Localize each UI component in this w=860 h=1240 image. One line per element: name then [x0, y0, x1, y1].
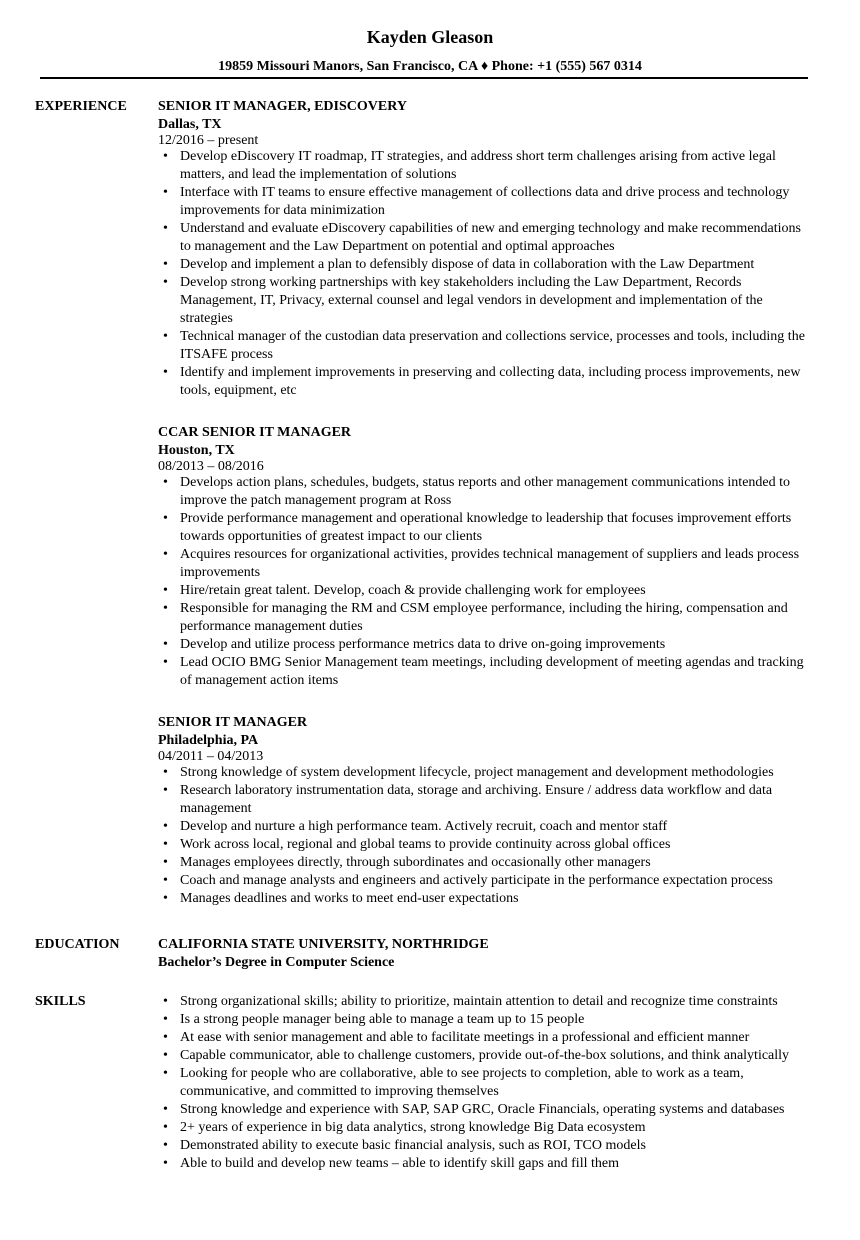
job-bullets [158, 148, 808, 400]
bullet-item: • Provide performance management and operational knowledge to leadership that focuses improvement efforts towards opportunities of greatest impact to our clients [158, 510, 808, 546]
bullet-item: • Hire/retain great talent. Develop, coach & provide challenging work for employees [158, 582, 808, 600]
bullet-item: • Develop and implement a plan to defensibly dispose of data in collaboration with the Law Department [158, 256, 808, 274]
section-label-education: EDUCATION [35, 937, 120, 952]
experience-section [0, 98, 860, 908]
education-section [0, 936, 860, 971]
job-dates: 08/2013 – 08/2016 [158, 459, 264, 474]
bullet-item: • Research laboratory instrumentation data, storage and archiving. Ensure / address data workflow and data management [158, 782, 808, 818]
bullet-item: • Develop and utilize process performance metrics data to drive on-going improvements [158, 636, 808, 654]
job-dates: 04/2011 – 04/2013 [158, 749, 264, 764]
job-bullets [158, 764, 808, 908]
skill-item: • Looking for people who are collaborative, able to see projects to completion, able to work as a team, communicative, and committed to improving themselves [158, 1065, 808, 1101]
skill-item: • Capable communicator, able to challenge customers, provide out-of-the-box solutions, and think analytically [158, 1047, 808, 1065]
job-entry [158, 98, 808, 400]
skills-section [0, 993, 860, 1173]
education-body [158, 936, 808, 971]
candidate-name: Kayden Gleason [366, 27, 494, 47]
job-title: SENIOR IT MANAGER [158, 715, 308, 730]
skill-item: • Able to build and develop new teams – able to identify skill gaps and fill them [158, 1155, 808, 1173]
bullet-item: • Lead OCIO BMG Senior Management team meetings, including development of meeting agendas and tracking of management action items [158, 654, 808, 690]
bullet-item: • Understand and evaluate eDiscovery capabilities of new and emerging technology and make recommendations to management and the Law Department on potential and optimal approaches [158, 220, 808, 256]
skills-body [158, 993, 808, 1173]
skill-item: • Strong knowledge and experience with SAP, SAP GRC, Oracle Financials, operating systems and databases [158, 1101, 808, 1119]
job-location: Dallas, TX [158, 117, 222, 132]
skill-item: • At ease with senior management and able to facilitate meetings in a professional and efficient manner [158, 1029, 808, 1047]
degree-name: Bachelor’s Degree in Computer Science [158, 955, 395, 970]
bullet-item: • Develops action plans, schedules, budgets, status reports and other management communications intended to improve the patch management program at Ross [158, 474, 808, 510]
job-entry [158, 714, 808, 908]
job-title: SENIOR IT MANAGER, EDISCOVERY [158, 99, 407, 114]
job-location: Philadelphia, PA [158, 733, 259, 748]
bullet-item: • Develop and nurture a high performance team. Actively recruit, coach and mentor staff [158, 818, 808, 836]
contact-line: 19859 Missouri Manors, San Francisco, CA ♦ Phone: +1 (555) 567 0314 [218, 59, 642, 74]
skill-item: • Strong organizational skills; ability to prioritize, maintain attention to detail and recognize time constraints [158, 993, 808, 1011]
job-location: Houston, TX [158, 443, 235, 458]
bullet-item: • Identify and implement improvements in preserving and collecting data, including process improvements, new tools, equipment, etc [158, 364, 808, 400]
section-label-experience: EXPERIENCE [35, 99, 127, 114]
job-entry [158, 424, 808, 690]
skills-list [158, 993, 808, 1173]
bullet-item: • Acquires resources for organizational activities, provides technical management of suppliers and leads process improvements [158, 546, 808, 582]
institution-name: CALIFORNIA STATE UNIVERSITY, NORTHRIDGE [158, 937, 489, 952]
bullet-item: • Strong knowledge of system development lifecycle, project management and development methodologies [158, 764, 808, 782]
bullet-item: • Technical manager of the custodian data preservation and collections service, processes and tools, including the ITSAFE process [158, 328, 808, 364]
job-title: CCAR SENIOR IT MANAGER [158, 425, 352, 440]
bullet-item: • Interface with IT teams to ensure effective management of collections data and drive process and technology improvements for data minimization [158, 184, 808, 220]
bullet-item: • Develop strong working partnerships with key stakeholders including the Law Department, Records Management, IT, Privacy, external counsel and legal vendors in development and implementation of the strategies [158, 274, 808, 328]
skill-item: • Demonstrated ability to execute basic financial analysis, such as ROI, TCO models [158, 1137, 808, 1155]
bullet-item: • Develop eDiscovery IT roadmap, IT strategies, and address short term challenges arising from active legal matters, and lead the implementation of solutions [158, 148, 808, 184]
bullet-item: • Coach and manage analysts and engineers and actively participate in the performance expectation process [158, 872, 808, 890]
bullet-item: • Work across local, regional and global teams to provide continuity across global offices [158, 836, 808, 854]
bullet-item: • Responsible for managing the RM and CSM employee performance, including the hiring, compensation and performance management duties [158, 600, 808, 636]
header-divider [40, 77, 808, 79]
job-dates: 12/2016 – present [158, 133, 259, 148]
skill-item: • 2+ years of experience in big data analytics, strong knowledge Big Data ecosystem [158, 1119, 808, 1137]
job-bullets [158, 474, 808, 690]
bullet-item: • Manages deadlines and works to meet end-user expectations [158, 890, 808, 908]
experience-body [158, 98, 808, 908]
section-label-skills: SKILLS [35, 994, 86, 1009]
resume-header [0, 0, 860, 76]
skill-item: • Is a strong people manager being able to manage a team up to 15 people [158, 1011, 808, 1029]
bullet-item: • Manages employees directly, through subordinates and occasionally other managers [158, 854, 808, 872]
